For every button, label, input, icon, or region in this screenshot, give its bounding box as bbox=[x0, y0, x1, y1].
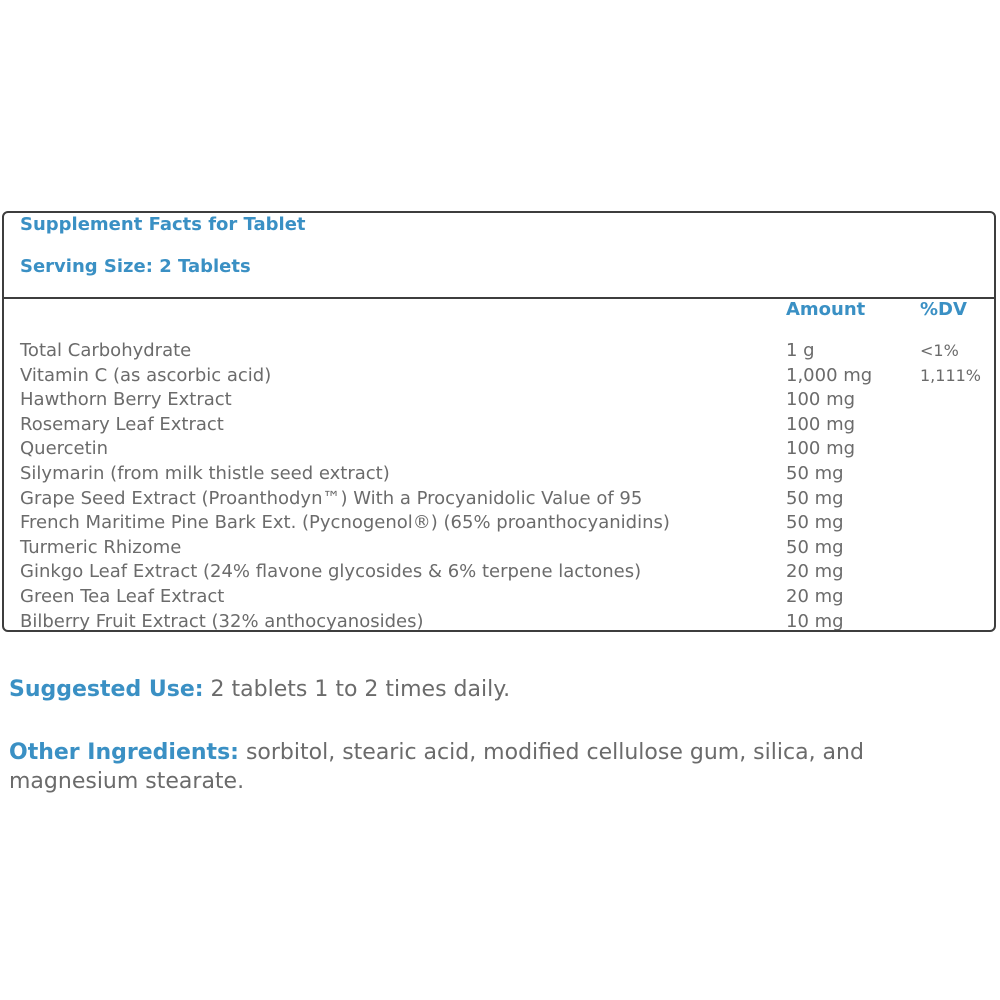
supplement-facts-panel bbox=[2, 211, 996, 632]
ingredient-amount: 20 mg bbox=[786, 585, 844, 607]
ingredient-name: Vitamin C (as ascorbic acid) bbox=[20, 364, 272, 386]
suggested-use-label: Suggested Use: bbox=[9, 677, 204, 702]
ingredient-name: Quercetin bbox=[20, 438, 109, 460]
ingredient-row bbox=[20, 437, 990, 462]
ingredient-row bbox=[20, 511, 990, 536]
ingredient-row bbox=[20, 388, 990, 413]
ingredient-name: Bilberry Fruit Extract (32% anthocyanosides) bbox=[20, 610, 424, 632]
ingredient-name: Rosemary Leaf Extract bbox=[20, 413, 224, 435]
ingredient-amount: 10 mg bbox=[786, 610, 844, 632]
ingredient-name: Green Tea Leaf Extract bbox=[20, 585, 225, 607]
suggested-use-text: 2 tablets 1 to 2 times daily. bbox=[203, 677, 511, 702]
ingredient-dv: 1,111% bbox=[920, 365, 982, 385]
ingredient-amount: 100 mg bbox=[786, 389, 856, 411]
ingredient-row bbox=[20, 413, 990, 438]
ingredient-amount: 100 mg bbox=[786, 413, 856, 435]
ingredient-row bbox=[20, 462, 990, 487]
other-ingredients-label: Other Ingredients: bbox=[9, 740, 239, 765]
ingredient-name: Ginkgo Leaf Extract (24% flavone glycosides & 6% terpene lactones) bbox=[20, 561, 642, 583]
ingredient-amount: 20 mg bbox=[786, 561, 844, 583]
ingredient-amount: 50 mg bbox=[786, 462, 844, 484]
ingredient-row bbox=[20, 585, 990, 610]
ingredient-amount: 50 mg bbox=[786, 536, 844, 558]
ingredient-row bbox=[20, 339, 990, 364]
ingredient-row bbox=[20, 610, 990, 632]
ingredient-row bbox=[20, 536, 990, 561]
suggested-use bbox=[9, 675, 984, 704]
dv-column-header: %DV bbox=[920, 299, 967, 320]
ingredient-row bbox=[20, 364, 990, 389]
ingredient-amount: 1,000 mg bbox=[786, 364, 873, 386]
ingredient-amount: 50 mg bbox=[786, 487, 844, 509]
ingredient-rows bbox=[20, 339, 990, 632]
other-ingredients bbox=[9, 738, 984, 796]
ingredient-dv: <1% bbox=[920, 341, 959, 360]
panel-header bbox=[4, 213, 994, 299]
ingredient-row bbox=[20, 560, 990, 585]
ingredient-row bbox=[20, 487, 990, 512]
panel-title: Supplement Facts for Tablet bbox=[20, 214, 306, 235]
ingredient-name: Grape Seed Extract (Proanthodyn™) With a Procyanidolic Value of 95 bbox=[20, 487, 643, 509]
ingredient-name: Total Carbohydrate bbox=[20, 340, 192, 361]
ingredient-amount: 1 g bbox=[786, 340, 815, 361]
ingredient-amount: 100 mg bbox=[786, 438, 856, 460]
ingredient-name: French Maritime Pine Bark Ext. (Pycnogenol®) (65% proanthocyanidins) bbox=[20, 512, 670, 534]
amount-column-header: Amount bbox=[786, 299, 866, 320]
other-ingredients-text: sorbitol, stearic acid, modified cellulose gum, silica, and magnesium stearate. bbox=[9, 740, 864, 794]
serving-size: Serving Size: 2 Tablets bbox=[20, 256, 251, 277]
ingredient-amount: 50 mg bbox=[786, 512, 844, 534]
ingredient-name: Hawthorn Berry Extract bbox=[20, 389, 232, 411]
ingredient-name: Silymarin (from milk thistle seed extract) bbox=[20, 462, 390, 484]
ingredient-name: Turmeric Rhizome bbox=[20, 536, 182, 558]
